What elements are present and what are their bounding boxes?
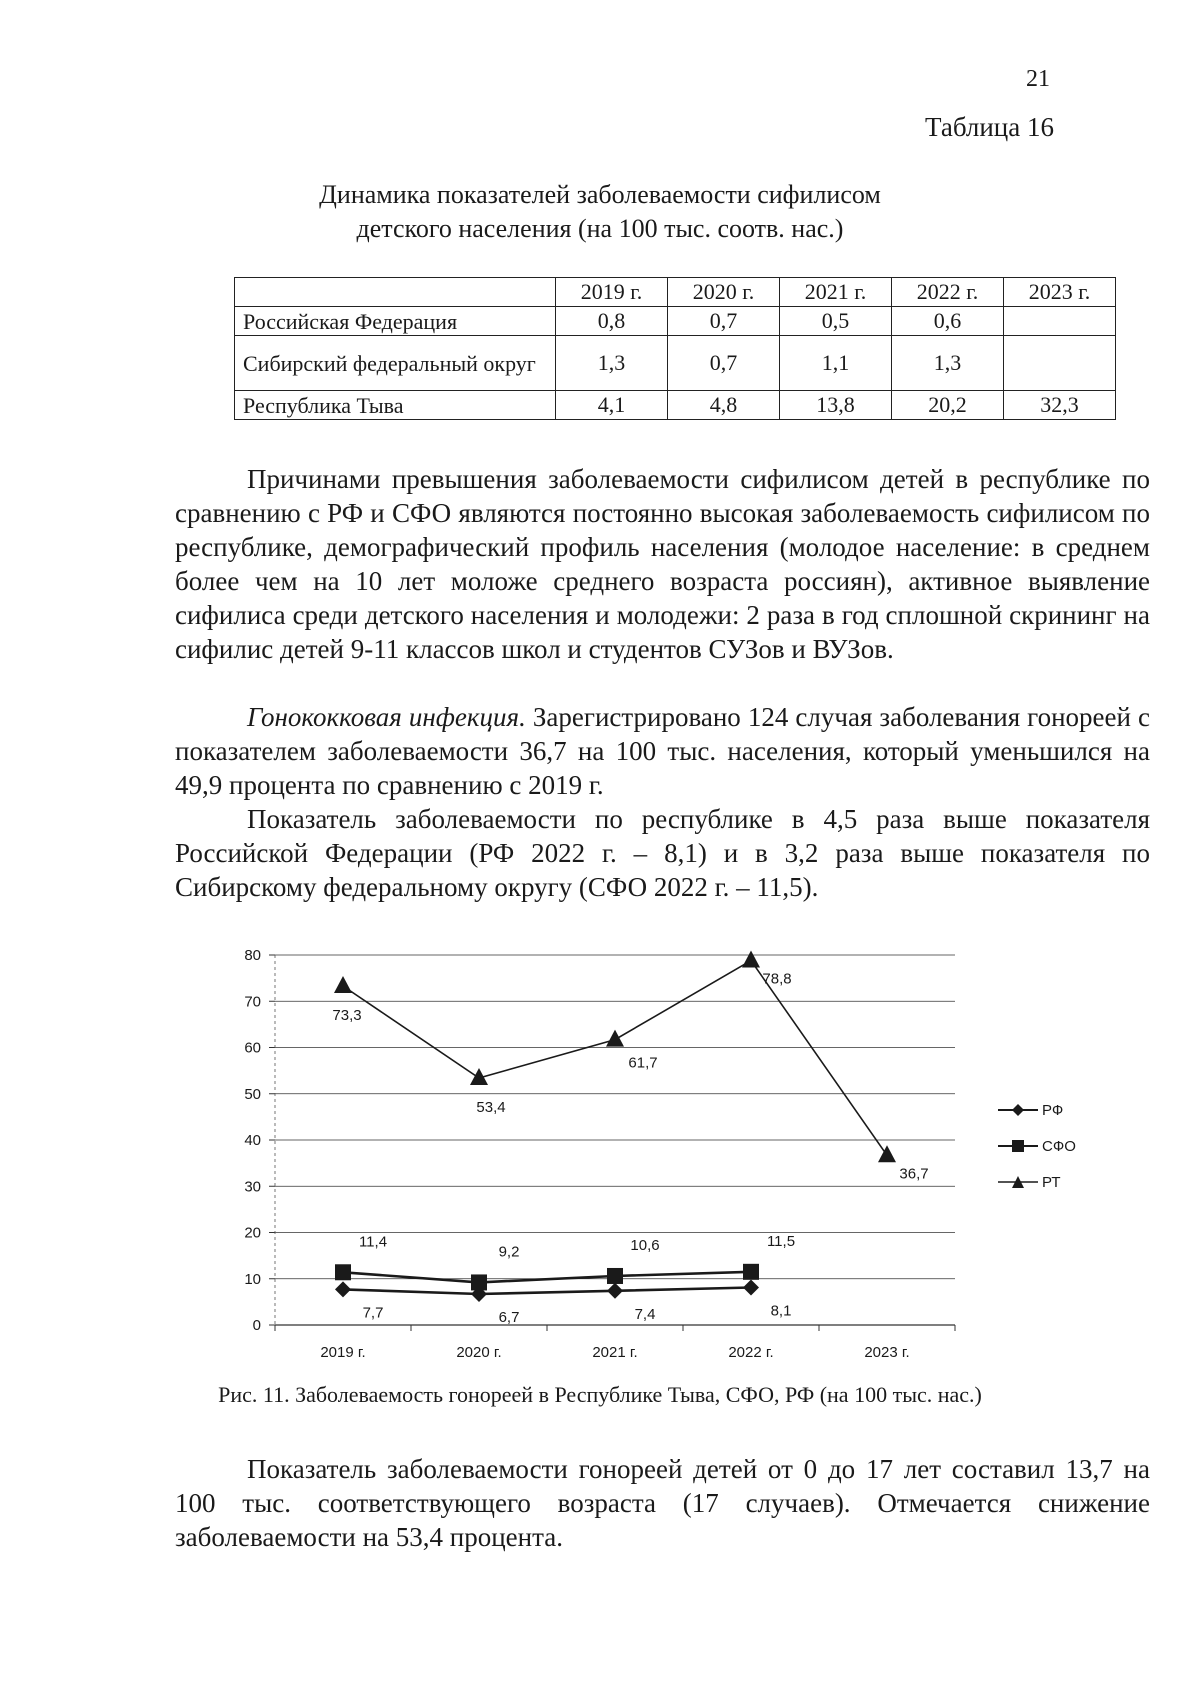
data-label: 11,4 <box>358 1233 388 1251</box>
y-tick-label: 30 <box>244 1178 261 1196</box>
table-row <box>235 307 1116 336</box>
data-point-rt <box>334 976 352 993</box>
data-label: 36,7 <box>899 1165 929 1183</box>
table-cell: 32,3 <box>1004 391 1116 420</box>
data-label: 11,5 <box>766 1232 796 1250</box>
legend-item-rf <box>998 1092 1076 1128</box>
table-cell: 1,3 <box>892 336 1004 391</box>
legend-item-sfo <box>998 1128 1076 1164</box>
table-cell <box>1004 336 1116 391</box>
y-tick-label: 70 <box>244 993 261 1011</box>
data-label: 7,4 <box>634 1305 656 1323</box>
table-header-cell: 2019 г. <box>556 278 668 307</box>
paragraph-italic-lead: Гонококковая инфекция. <box>247 702 526 732</box>
table-row <box>235 336 1116 391</box>
syphilis-table <box>234 277 1116 420</box>
table-cell: 13,8 <box>780 391 892 420</box>
paragraph-children <box>175 1452 1150 1554</box>
data-point-rt <box>878 1145 896 1162</box>
table-cell <box>1004 307 1116 336</box>
triangle-marker-icon <box>998 1175 1038 1189</box>
paragraph-rest: Зарегистрировано 124 случая заболевания гонореей с показателем заболеваемости 36,7 на 100 тыс. населения, который уменьшился на 49,9 процента по сравнению с 2019 г. <box>175 702 1150 800</box>
x-tick-label: 2020 г. <box>456 1344 502 1361</box>
x-tick-label: 2019 г. <box>320 1344 366 1361</box>
data-point-sfo <box>335 1264 351 1280</box>
legend-item-rt <box>998 1164 1076 1200</box>
table-cell: 0,6 <box>892 307 1004 336</box>
table-row-label: Российская Федерация <box>235 307 556 336</box>
table-cell: 0,8 <box>556 307 668 336</box>
y-tick-label: 50 <box>244 1085 261 1103</box>
data-label: 53,4 <box>476 1099 506 1117</box>
data-label: 61,7 <box>628 1054 658 1072</box>
chart-legend <box>998 1092 1076 1200</box>
paragraph-text <box>175 700 1150 802</box>
figure-caption: Рис. 11. Заболеваемость гонореей в Республике Тыва, СФО, РФ (на 100 тыс. нас.) <box>218 1382 982 1407</box>
diamond-marker-icon <box>998 1103 1038 1117</box>
table-title <box>0 178 1200 246</box>
table-cell: 20,2 <box>892 391 1004 420</box>
table-cell: 0,7 <box>668 336 780 391</box>
paragraph-text: Показатель заболеваемости гонореей детей от 0 до 17 лет составил 13,7 на 100 тыс. соответствующего возраста (17 случаев). Отмечается снижение заболеваемости на 53,4 процента. <box>175 1454 1150 1552</box>
table-cell: 4,8 <box>668 391 780 420</box>
data-label: 10,6 <box>630 1236 660 1254</box>
data-label: 78,8 <box>762 970 792 988</box>
paragraph-gonococcal <box>175 700 1150 802</box>
table-row <box>235 391 1116 420</box>
y-tick-label: 10 <box>244 1270 261 1288</box>
gonorrhea-line-chart <box>230 925 990 1367</box>
x-tick-label: 2022 г. <box>728 1344 774 1361</box>
square-marker-icon <box>998 1139 1038 1153</box>
data-label: 6,7 <box>498 1309 520 1327</box>
series-line-СФО <box>343 1272 751 1283</box>
table-header-cell: 2021 г. <box>780 278 892 307</box>
data-point-rf <box>743 1280 759 1296</box>
legend-label: СФО <box>1042 1137 1076 1155</box>
data-label: 8,1 <box>770 1302 792 1320</box>
table-title-line-1: Динамика показателей заболеваемости сифилисом <box>319 180 881 209</box>
table-header-row <box>235 278 1116 307</box>
paragraph-text: Причинами превышения заболеваемости сифилисом детей в республике по сравнению с РФ и СФО являются постоянно высокая заболеваемость сифилисом по республике, демографический профиль населения (молодое население: в среднем более чем на 10 лет моложе среднего возраста россиян), активное выявление сифилиса среди детского населения и молодежи: 2 раза в год сплошной скрининг на сифилис детей 9-11 классов школ и студентов СУЗов и ВУЗов. <box>175 464 1150 664</box>
table-header-cell: 2023 г. <box>1004 278 1116 307</box>
y-tick-label: 80 <box>244 947 261 964</box>
data-label: 73,3 <box>332 1006 362 1024</box>
series-line-РФ <box>343 1288 751 1295</box>
table-cell: 1,1 <box>780 336 892 391</box>
y-tick-label: 0 <box>252 1317 261 1334</box>
table-row-label: Республика Тыва <box>235 391 556 420</box>
data-point-sfo <box>607 1268 623 1284</box>
data-point-rt <box>606 1030 624 1047</box>
y-tick-label: 40 <box>244 1132 261 1149</box>
y-tick-label: 20 <box>244 1224 261 1242</box>
x-tick-label: 2023 г. <box>864 1344 910 1361</box>
table-cell: 0,7 <box>668 307 780 336</box>
y-tick-label: 60 <box>244 1039 261 1057</box>
data-label: 7,7 <box>362 1304 384 1322</box>
data-point-sfo <box>743 1264 759 1280</box>
data-point-rf <box>607 1283 623 1299</box>
table-label: Таблица 16 <box>925 112 1054 142</box>
data-point-rt <box>742 951 760 968</box>
table-row-label: Сибирский федеральный округ <box>235 336 556 391</box>
paragraph-syphilis-causes <box>175 462 1150 666</box>
table-header-cell: 2022 г. <box>892 278 1004 307</box>
legend-label: РФ <box>1042 1101 1064 1119</box>
table-cell: 1,3 <box>556 336 668 391</box>
table-title-line-2: детского населения (на 100 тыс. соотв. нас.) <box>356 214 844 243</box>
table-header-cell: 2020 г. <box>668 278 780 307</box>
table-cell: 4,1 <box>556 391 668 420</box>
data-label: 9,2 <box>498 1243 520 1261</box>
paragraph-text: Показатель заболеваемости по республике в 4,5 раза выше показателя Российской Федерации (РФ 2022 г. – 8,1) и в 3,2 раза выше показателя по Сибирскому федеральному округу (СФО 2022 г. – 11,5). <box>175 804 1150 902</box>
data-point-sfo <box>471 1274 487 1290</box>
paragraph-comparison <box>175 802 1150 904</box>
page-number: 21 <box>1026 66 1050 92</box>
x-tick-label: 2021 г. <box>592 1344 638 1361</box>
table-header-cell <box>235 278 556 307</box>
legend-label: РТ <box>1042 1173 1061 1191</box>
data-point-rf <box>335 1281 351 1297</box>
table-cell: 0,5 <box>780 307 892 336</box>
series-line-РТ <box>343 961 887 1156</box>
